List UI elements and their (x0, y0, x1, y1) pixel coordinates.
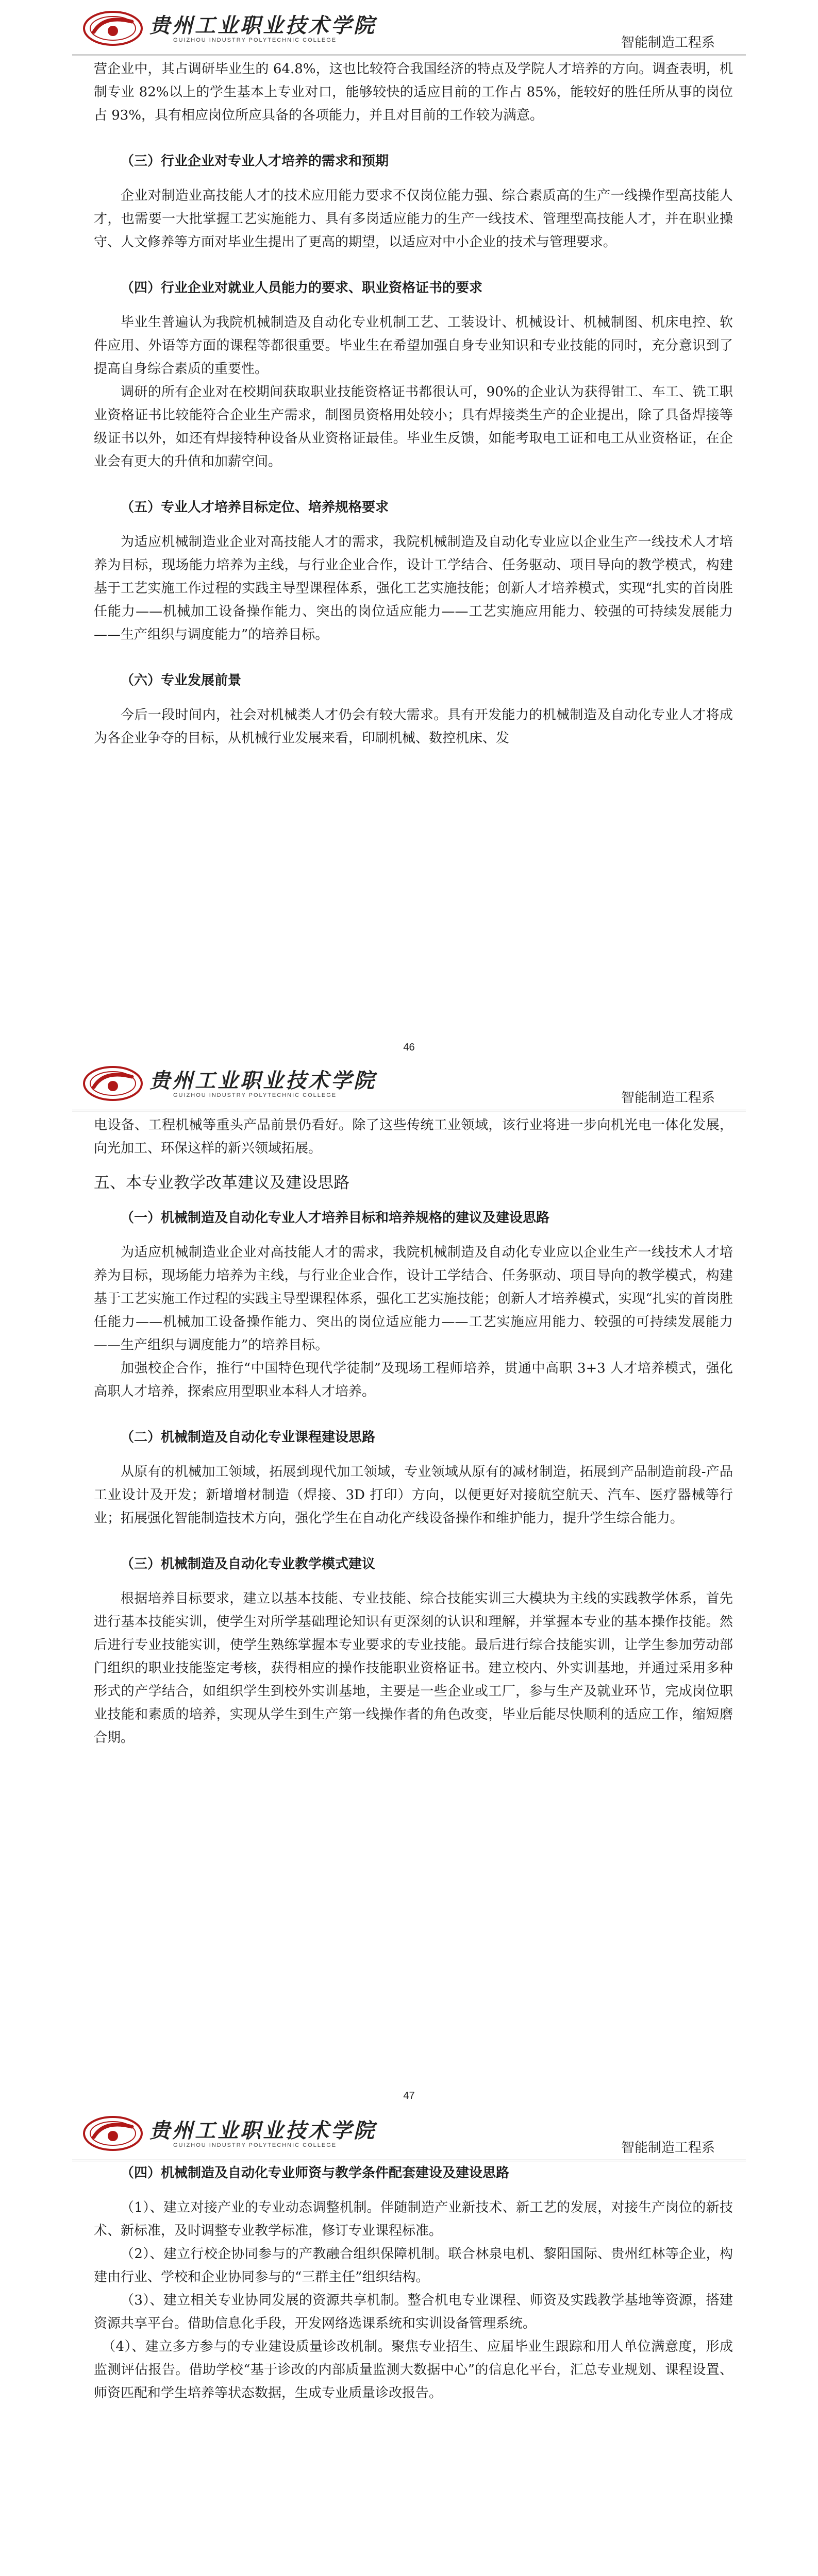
paragraph: （3）、建立相关专业协同发展的资源共享机制。整合机电专业课程、师资及实践教学基地等资源，搭建资源共享平台。借助信息化手段，开发网络选课系统和实训设备管理系统。 (94, 2293, 733, 2331)
section-heading: （五）专业人才培养目标定位、培养规格要求 (121, 500, 389, 515)
section-heading: （四）机械制造及自动化专业师资与教学条件配套建设及建设思路 (121, 2165, 510, 2181)
paragraph: 为适应机械制造业企业对高技能人才的需求，我院机械制造及自动化专业应以企业生产一线技术人才培养为目标，现场能力培养为主线，与行业企业合作，设计工学结合、任务驱动、项目导向的教学模式，构建基于工艺实施工作过程的实践主导型课程体系，强化工艺实施技能；创新人才培养模式，实现“扎实的首岗胜任能力——机械加工设备操作能力、突出的岗位适应能力——工艺实施应用能力、较强的可持续发展能力——生产组织与调度能力”的培养目标。 (94, 1245, 733, 1353)
paragraph: 根据培养目标要求，建立以基本技能、专业技能、综合技能实训三大模块为主线的实践教学体系，首先进行基本技能实训，使学生对所学基础理论知识有更深刻的认识和理解，并掌握本专业的基本操作技能。然后进行专业技能实训，使学生熟练掌握本专业要求的专业技能。最后进行综合技能实训，让学生参加劳动部门组织的职业技能鉴定考核，获得相应的操作技能职业资格证书。建立校内、外实训基地，并通过采用多种形式的产学结合，如组织学生到校外实训基地，主要是一些企业或工厂，参与生产及就业环节，完成岗位职业技能和素质的培养，实现从学生到生产第一线操作者的角色改变，毕业后能尽快顺利的适应工作，缩短磨合期。 (94, 1591, 733, 1745)
school-english-name: GUIZHOU INDUSTRY POLYTECHNIC COLLEGE (173, 37, 337, 43)
page-46-body (94, 58, 733, 750)
section-heading: （一）机械制造及自动化专业人才培养目标和培养规格的建议及建设思路 (121, 1210, 550, 1226)
department-name: 智能制造工程系 (621, 1090, 715, 1106)
school-english-name: GUIZHOU INDUSTRY POLYTECHNIC COLLEGE (173, 1092, 337, 1098)
school-name: 贵州工业职业技术学院 (149, 2119, 376, 2143)
page-47-body (94, 1114, 733, 1750)
paragraph: 调研的所有企业对在校期间获取职业技能资格证书都很认可，90%的企业认为获得钳工、车工、铣工职业资格证书比较能符合企业生产需求，制图员资格用处较小；具有焊接类生产的企业提出，除了具备焊接等级证书以外，如还有焊接特种设备从业资格证最佳。毕业生反馈，如能考取电工证和电工从业资格证，在企业会有更大的升值和加薪空间。 (94, 384, 733, 469)
paragraph: （2）、建立行校企协同参与的产教融合组织保障机制。联合林泉电机、黎阳国际、贵州红林等企业，构建由行业、学校和企业协同参与的“三群主任”组织结构。 (94, 2246, 733, 2285)
paragraph: （1）、建立对接产业的专业动态调整机制。伴随制造产业新技术、新工艺的发展，对接生产岗位的新技术、新标准，及时调整专业教学标准，修订专业课程标准。 (94, 2200, 733, 2239)
paragraph: 毕业生普遍认为我院机械制造及自动化专业机制工艺、工装设计、机械设计、机械制图、机床电控、软件应用、外语等方面的课程等都很重要。毕业生在希望加强自身专业知识和专业技能的同时，充分意识到了提高自身综合素质的重要性。 (94, 315, 733, 377)
page-number: 46 (403, 1042, 415, 1053)
department-name: 智能制造工程系 (621, 2140, 715, 2156)
section-heading: （二）机械制造及自动化专业课程建设思路 (121, 1430, 376, 1445)
paragraph: 营企业中，其占调研毕业生的 64.8%，这也比较符合我国经济的特点及学院人才培养的方向。调查表明，机制专业 82%以上的学生基本上专业对口，能够较快的适应目前的工作占 85%，能较好的胜任所从事的岗位占 93%，具有相应岗位所应具备的各项能力，并且对目前的工作较为满意。 (94, 61, 733, 123)
page-header (72, 7, 746, 56)
school-name: 贵州工业职业技术学院 (149, 13, 376, 38)
page-number: 47 (403, 2090, 415, 2102)
paragraph: 从原有的机械加工领域，拓展到现代加工领域，专业领域从原有的减材制造，拓展到产品制造前段-产品工业设计及开发；新增增材制造（焊接、3D 打印）方向，以便更好对接航空航天、汽车、医疗器械等行业；拓展强化智能制造技术方向，强化学生在自动化产线设备操作和维护能力，提升学生综合能力。 (94, 1464, 733, 1526)
section-heading: （四）行业企业对就业人员能力的要求、职业资格证书的要求 (121, 280, 483, 296)
section-heading: （三）机械制造及自动化专业教学模式建议 (121, 1556, 376, 1572)
department-name: 智能制造工程系 (621, 35, 715, 50)
paragraph: 加强校企合作，推行“中国特色现代学徒制”及现场工程师培养，贯通中高职 3+3 人才培养模式，强化高职人才培养，探索应用型职业本科人才培养。 (94, 1361, 733, 1399)
section-heading: （六）专业发展前景 (121, 673, 242, 688)
chapter-heading: 五、本专业教学改革建议及建设思路 (94, 1174, 349, 1192)
paragraph: 电设备、工程机械等重头产品前景仍看好。除了这些传统工业领域，该行业将进一步向机光电一体化发展，向光加工、环保这样的新兴领域拓展。 (94, 1117, 733, 1156)
college-logo-icon (82, 10, 143, 46)
page-header (72, 2112, 746, 2161)
paragraph: 今后一段时间内，社会对机械类人才仍会有较大需求。具有开发能力的机械制造及自动化专业人才将成为各企业争夺的目标，从机械行业发展来看，印刷机械、数控机床、发 (94, 707, 733, 746)
paragraph: （4）、建立多方参与的专业建设质量诊改机制。聚焦专业招生、应届毕业生跟踪和用人单位满意度，形成监测评估报告。借助学校“基于诊改的内部质量监测大数据中心”的信息化平台，汇总专业规划、课程设置、师资匹配和学生培养等状态数据，生成专业质量诊改报告。 (94, 2339, 733, 2401)
college-logo-icon (82, 2115, 143, 2151)
school-name: 贵州工业职业技术学院 (149, 1069, 376, 1093)
paragraph: 为适应机械制造业企业对高技能人才的需求，我院机械制造及自动化专业应以企业生产一线技术人才培养为目标，现场能力培养为主线，与行业企业合作，设计工学结合、任务驱动、项目导向的教学模式，构建基于工艺实施工作过程的实践主导型课程体系，强化工艺实施技能；创新人才培养模式，实现“扎实的首岗胜任能力——机械加工设备操作能力、突出的岗位适应能力——工艺实施应用能力、较强的可持续发展能力——生产组织与调度能力”的培养目标。 (94, 534, 733, 642)
college-logo-icon (82, 1065, 143, 1101)
page-header (72, 1062, 746, 1111)
section-heading: （三）行业企业对专业人才培养的需求和预期 (121, 154, 389, 169)
page-48-body (94, 2162, 733, 2405)
school-english-name: GUIZHOU INDUSTRY POLYTECHNIC COLLEGE (173, 2142, 337, 2148)
paragraph: 企业对制造业高技能人才的技术应用能力要求不仅岗位能力强、综合素质高的生产一线操作型高技能人才，也需要一大批掌握工艺实施能力、具有多岗适应能力的生产一线技术、管理型高技能人才，并在职业操守、人文修养等方面对毕业生提出了更高的期望，以适应对中小企业的技术与管理要求。 (94, 188, 733, 250)
